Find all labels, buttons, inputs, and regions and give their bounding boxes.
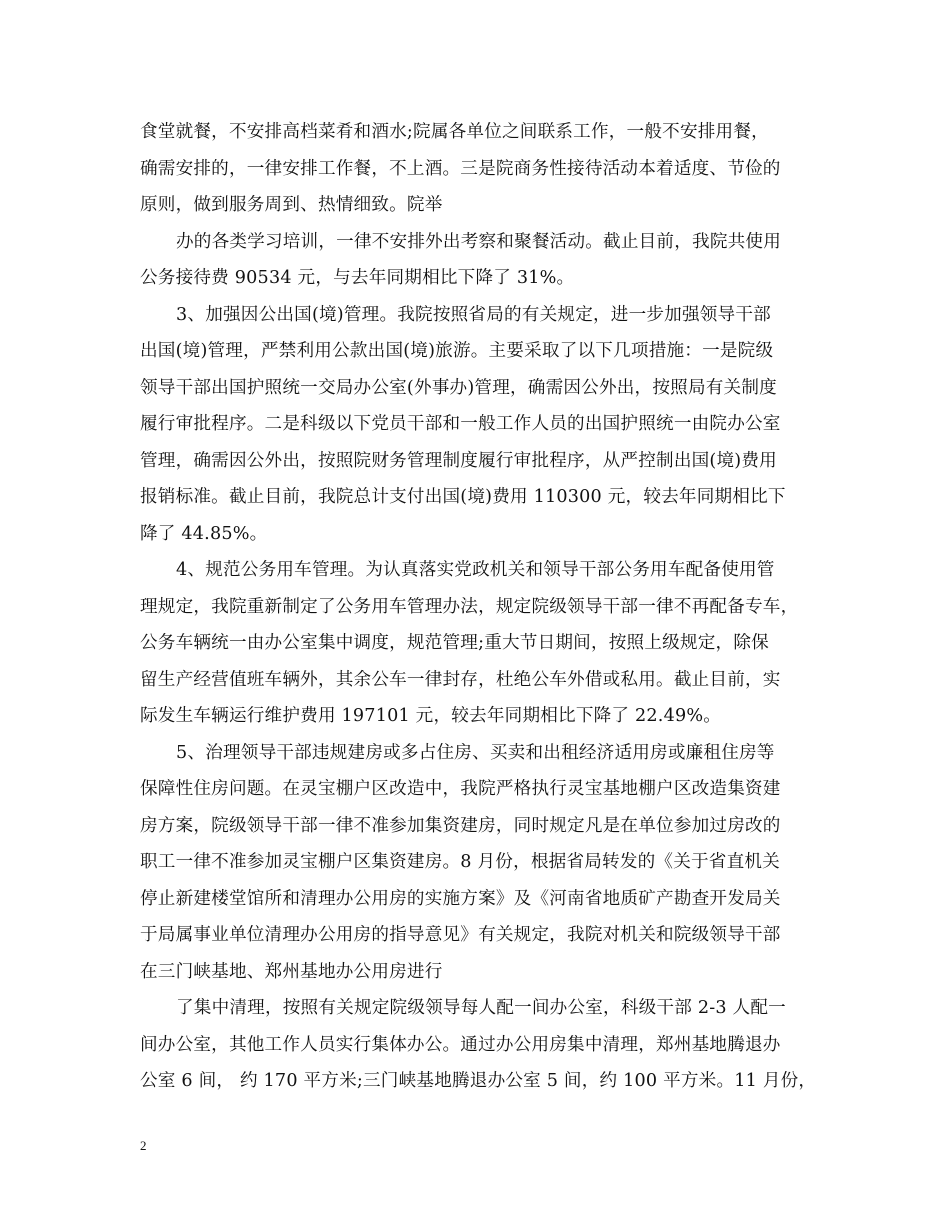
text-line: 公室 6 间， 约 170 平方米;三门峡基地腾退办公室 5 间，约 100 平方米。11 月份， — [140, 1071, 817, 1091]
text-line: 食堂就餐，不安排高档菜肴和酒水;院属各单位之间联系工作，一般不安排用餐， — [140, 122, 769, 142]
text-line: 领导干部出国护照统一交局办公室(外事办)管理，确需因公外出，按照局有关制度 — [140, 378, 777, 398]
text-line: 了集中清理，按照有关规定院级领导每人配一间办公室，科级干部 2-3 人配一 — [176, 998, 786, 1018]
text-line: 房方案，院级领导干部一律不准参加集资建房，同时规定凡是在单位参加过房改的 — [140, 816, 781, 836]
text-line: 于局属事业单位清理办公用房的指导意见》有关规定，我院对机关和院级领导干部 — [140, 925, 781, 945]
text-line: 原则，做到服务周到、热情细致。院举 — [140, 195, 443, 215]
text-line: 4、规范公务用车管理。为认真落实党政机关和领导干部公务用车配备使用管 — [176, 560, 775, 580]
text-line: 管理，确需因公外出，按照院财务管理制度履行审批程序，从严控制出国(境)费用 — [140, 451, 777, 471]
text-line: 确需安排的，一律安排工作餐，不上酒。三是院商务性接待活动本着适度、节俭的 — [140, 159, 781, 179]
text-line: 保障性住房问题。在灵宝棚户区改造中，我院严格执行灵宝基地棚户区改造集资建 — [140, 779, 781, 799]
text-line: 3、加强因公出国(境)管理。我院按照省局的有关规定，进一步加强领导干部 — [176, 305, 771, 325]
text-line: 5、治理领导干部违规建房或多占住房、买卖和出租经济适用房或廉租住房等 — [176, 743, 775, 763]
text-line: 留生产经营值班车辆外，其余公车一律封存，杜绝公车外借或私用。截止目前，实 — [140, 670, 781, 690]
text-line: 出国(境)管理，严禁利用公款出国(境)旅游。主要采取了以下几项措施：一是院级 — [140, 341, 774, 361]
page-number: 2 — [140, 1138, 147, 1153]
text-line: 公务接待费 90534 元，与去年同期相比下降了 31%。 — [140, 268, 575, 288]
text-line: 停止新建楼堂馆所和清理办公用房的实施方案》及《河南省地质矿产勘查开发局关 — [140, 889, 781, 909]
text-line: 降了 44.85%。 — [140, 524, 268, 544]
text-line: 际发生车辆运行维护费用 197101 元，较去年同期相比下降了 22.49%。 — [140, 706, 722, 726]
text-line: 间办公室，其他工作人员实行集体办公。通过办公用房集中清理，郑州基地腾退办 — [140, 1035, 781, 1055]
text-line: 在三门峡基地、郑州基地办公用房进行 — [140, 962, 443, 982]
text-line: 履行审批程序。二是科级以下党员干部和一般工作人员的出国护照统一由院办公室 — [140, 414, 781, 434]
text-line: 办的各类学习培训，一律不安排外出考察和聚餐活动。截止目前，我院共使用 — [176, 232, 781, 252]
text-line: 公务车辆统一由办公室集中调度，规范管理;重大节日期间，按照上级规定，除保 — [140, 633, 769, 653]
text-line: 职工一律不准参加灵宝棚户区集资建房。8 月份，根据省局转发的《关于省直机关 — [140, 852, 780, 872]
text-line: 报销标准。截止目前，我院总计支付出国(境)费用 110300 元，较去年同期相比下 — [140, 487, 786, 507]
text-line: 理规定，我院重新制定了公务用车管理办法，规定院级领导干部一律不再配备专车， — [140, 597, 799, 617]
